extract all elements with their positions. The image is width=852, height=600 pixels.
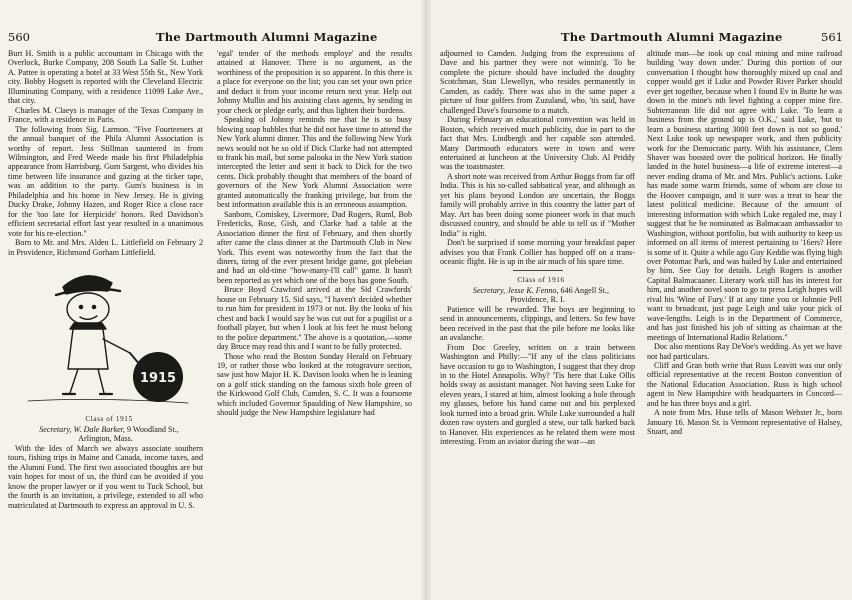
paragraph: altitude man—he took up coal mining and mine railroad building 'way down under.' During this portion of our conversation I thought how thoroughly mixed up coal and copper would get if Luke and Powder River Parker should ever get together, because when I found Ev in Butte he was down in the mine's nth level fighting a copper mine fire. Subterranean life did not agree with Luke. 'To learn a business from the ground up is O.K.,' said Luke, 'but to learn a business starting 3000 feet down is not so good.' Next Luke took up newspaper work, and then publicity work for the Democratic party. With his assistance, Clem Shaver was boosted over the political horizon. He finally landed in the hotel business—a life of extreme interest—a never ending drama of Mr. and Mrs. Public's actions. Luke has made some warm friends, some of whom are close to the Hoover campaign, and it sure was a treat to hear the latest political medicine. Because of the amount of interesting information with which Luke regaled me, may I suggest that he be nominated as Balmacaan ambassador to Washington, without portfolio, but with authority to keep us informed on all items of interest pertaining to '16ers? Here is some of it. Quite a while ago Guy Keddie was flying high over Potomac Park, and was hailed by Luke and entertained by him. See Guy for details. Leigh Rogers is another Capital Balmacaaner. Literary work still has its interest for him, and another novel soon to go to press Leigh hopes will rival his 'Wine of Fury.' If at any time you or Johnnie Pell want to broadcast, just page Leigh and take your pick of wave-lengths. Leigh is in the Department of Commerce, and has just finished his job of sitting as chairman at the meetings of International Radio Relations." [647,49,842,342]
paragraph: Burt H. Smith is a public accountant in Chicago with the Overlock, Burke Company, 208 South La Salle St. Luther A. Pattee is operating a hotel at 33 West 55th St., New York city. Bobby Hogsett is reported with the Cleveland Electric Illuminating Company, with a residence 11099 Lake Ave., that city. [8,49,203,106]
paragraph: With the Ides of March we always associate southern tours, fishing trips in Maine and Canada, income taxes, and the Alumni Fund. The first two associated thoughts are but vain hopes for most of us, the third can be avoided if you know the proper lawyer or if you went to Tuck School, but the fourth is an invitation, a privilege, extended to all who matriculated at Dartmouth to express an approval in U. S. [8,443,203,510]
section-divider [513,270,563,271]
paragraph: From Doc Greeley, written on a train between Washington and Philly:—"If any of the class politicians have occasion to go to Washington, I suggest that they drop in to the Hotel Annapolis. Why? 'Tis here that Luke Ollis holds sway as assistant manager. Not having seen Luke for eleven years, I stared at him, almost looking a hole through my glasses, before his hand came out and his perplexed look turned into a broad grin. While Luke surrounded a half dozen raw oysters and gurgled a stew, our talk harked back to Hanover. His experiences as he related them were most interesting. From an aviator during the war—an [440,342,635,447]
class-heading-1916: Class of 1916 [517,276,565,285]
paragraph: adjourned to Camden. Judging from the expressions of Dave and his partner they were not winnin'g. To be complete the picture should have included the doughty Scotchman, Stan Llewellyn, who resides permanently in Camden, as caddy. There was also in the same paper a picture of four golfers from Zuzuland, who, 'tis said, have challenged Dave's foursome to a match. [440,49,635,115]
ball-label: 1915 [139,370,177,386]
class-of-1915-cartoon [8,261,203,411]
secretary-name: Secretary, Jesse K. Fenno, [472,285,559,295]
paragraph: Those who read the Boston Sunday Herald on February 19, or rather those who looked at the rotogravure section, saw just how Major H. K. Davison looks when he is leaning on a golf stick standing on the famous sixth hole green of the Kirkwood Golf Club, Camden, S. C. It was a foursome which included Governor Spaulding of New Hampshire, so should judge the New Hampshire legislature had [217,351,412,418]
paragraph: Born to Mr. and Mrs. Alden L. Littlefield on February 2 in Providence, Richmond Gorham Littlefield. [8,238,203,257]
paragraph: Doc also mentions Ray DeVoe's wedding. As yet we have not had particulars. [647,342,842,361]
paragraph: During February an educational convention was held in Boston, which received much publicity, due in part to the fact that Mrs. Lindbergh and her capable son attended. Many Dartmouth educators were in town and were entertained at luncheon at the University Club. Al Priddy was the toastmaster. [440,115,635,172]
secretary-city: Arlington, Mass. [78,434,133,444]
binding-gutter [420,0,432,600]
paragraph: Charles M. Claeys is manager of the Texas Company in France, with a residence in Paris. [8,105,203,125]
secretary-line-1915 [8,425,203,434]
paragraph: A short note was received from Arthur Boggs from far off India. This is his so-called sabbatical year, and although as yet his plans beyond London are uncertain, the Boggs family will probably arrive in this country the latter part of May. Art has been doing some pioneer work in that much discussed country, and should be able to tell us if "Mother India" is right. [440,171,635,238]
secretary-name: Secretary, W. Dale Barker, [39,424,125,434]
secretary-address: 646 Angell St., [560,285,610,295]
paragraph: Speaking of Johnny reminds me that he is so busy blowing soap bubbles that he did not have time to attend the New York alumni dinner. This and the following New York news would not be so old if Dick Clarke had not attempted to frank his mail, but some palooka in the New York station intercepted the letter and sent it back to Dick for the two cents. Dick probably thought that members of the board of governors of the New York Alumni Association were granted automatically the franking privilege, but from the best information available this is an erroneous assumption. [217,115,412,210]
paragraph: The following from Sig. Larmon. "Five Fourteeners at the annual banquet of the Phila Alumni Association is worthy of report. Jess Stillman sauntered in from Wilmington, and Fred Weede made his first Philadelphia appearance from Harrisburg. Gum Sargent, who divides his time between life insurance and gazing at the ticker tape, was an addition to the party. Gum's business is in Philadelphia and his home in New Jersey. He is giving Ducky Drake, Johnny Hazen, and Roger Rice a close race for the 'too late for Herpicide' honors. Red Davidson's efficient secretarial effort last year resulted in a unanimous vote for his re-election." [8,124,203,238]
left-column-2 [217,49,412,597]
paragraph: Sanborn, Comiskey, Livermore, Dad Rogers, Ruml, Bob Fredericks, Rose, Gish, and Clarke had a table at the Association dinner the first of February, and then shortly after came the class dinner at the Dartmouth Club in New York. This event was noteworthy from the fact that the diners, tiring of the ever present bridge game, got plebeian and had an old-time "how-many-I'll call" game. It hasn't been reported as yet which one of the boys has gone South. [217,209,412,285]
paragraph: A note from Mrs. Huse tells of Mason Webster Jr., born January 16. Mason Sr. is Vermont representative of Halsey, Stuart, and [647,408,842,437]
right-column-1 [440,49,635,597]
secretary-address: 9 Woodland St., [126,424,179,434]
paragraph: Bruce Boyd Crawford arrived at the Sid Crawfords' house on February 15. Sid says, "I haven't decided whether to run him for president in 1973 or not. By the looks of his chest and back I would say he was cut out for a pugilist or a football player, but when I look at his feet he must belong to the police department." The above is a quotation,—some day Bruce may read this and I want to be fully protected. [217,285,412,352]
right-page [426,0,852,600]
left-column-1 [8,49,203,597]
class-heading-1915: Class of 1915 [85,415,133,424]
left-page-number: 560 [8,30,30,44]
paragraph: Don't be surprised if some morning your breakfast paper advises you that Frank Collier has hopped off on a trans-oceanic flight. He is up in the air much of his spare time. [440,238,635,266]
left-running-head: The Dartmouth Alumni Magazine [156,30,378,44]
paragraph: Cliff and Gran both write that Russ Leavitt was our only official representative at the recent Boston convention of the National Education Association. Russ is high school agent in New Hampshire with headquarters in Concord—and he has three boys and a girl. [647,360,842,408]
class-year-ball [133,352,183,402]
right-running-head: The Dartmouth Alumni Magazine [561,30,783,44]
paragraph: 'egal' tender of the methods employe' and the results attained at Hanover. There is no argument, as the worthiness of the proposition is so apparent. In this there is a place for everyone on the list; you can set your own price and deduct it from your income return next year. Help out Johnny Mullin and his assisting class agents, by sending in your check or pledge early, and thus lighten their burdens. [217,49,412,115]
secretary-city: Providence, R. I. [510,295,565,305]
right-column-2 [647,49,842,597]
right-page-number: 561 [821,30,843,44]
secretary-line-1916 [440,286,635,295]
paragraph: Patience will be rewarded. The boys are beginning to send in announcements, clippings, and letters. So few have been received in the past that the pile before me looks like an avalanche. [440,304,635,343]
